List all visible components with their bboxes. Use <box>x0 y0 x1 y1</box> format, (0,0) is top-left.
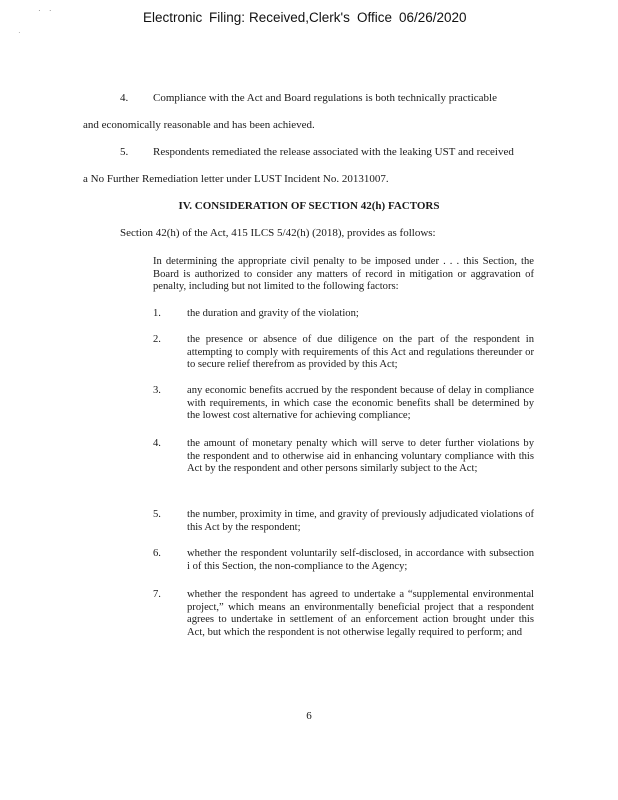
factor-number: 7. <box>153 589 161 600</box>
factor-text: whether the respondent has agreed to undertake a “supplemental environmental project,” which means an environmentally beneficial project that a respondent agrees to undertake in settlement of an enforcement action brought under this Act, but which the respondent is not otherwise legally required to perform; and <box>187 589 534 638</box>
header-word: Filing: <box>209 10 246 25</box>
header-word: Office <box>357 10 393 25</box>
factor-text: whether the respondent voluntarily self-disclosed, in accordance with subsection i of this Section, the non-compliance to the Agency; <box>187 548 534 572</box>
factor-number: 2. <box>153 334 161 345</box>
header-word: 06/26/2020 <box>399 10 467 25</box>
intro-line: Section 42(h) of the Act, 415 ILCS 5/42(h) (2018), provides as follows: <box>120 227 436 239</box>
scan-specks: · <box>18 28 21 37</box>
paragraph-number: 5. <box>120 146 129 158</box>
factor-text: the presence or absence of due diligence on the part of the respondent in attempting to comply with requirements of this Act and regulations thereunder or to secure relief therefrom as provided by this Act; <box>187 334 534 371</box>
paragraph-5-line-1: Respondents remediated the release associated with the leaking UST and received <box>153 146 514 158</box>
factor-number: 1. <box>153 308 161 319</box>
scan-specks: · · <box>38 6 55 15</box>
header-word: Electronic <box>143 10 203 25</box>
paragraph-5-line-2: a No Further Remediation letter under LUST Incident No. 20131007. <box>83 173 389 185</box>
paragraph-number: 4. <box>120 92 129 104</box>
factor-number: 6. <box>153 548 161 559</box>
factor-text: the number, proximity in time, and gravity of previously adjudicated violations of this Act by the respondent; <box>187 509 534 533</box>
section-heading: IV. CONSIDERATION OF SECTION 42(h) FACTORS <box>178 200 440 212</box>
paragraph-4-line-1: Compliance with the Act and Board regulations is both technically practicable <box>153 92 497 104</box>
paragraph-4-line-2: and economically reasonable and has been achieved. <box>83 119 315 131</box>
header-word: Received,Clerk's <box>249 10 350 25</box>
factor-number: 5. <box>153 509 161 520</box>
page-number: 6 <box>306 710 312 722</box>
factor-number: 3. <box>153 385 161 396</box>
factor-number: 4. <box>153 438 161 449</box>
quote-intro: In determining the appropriate civil penalty to be imposed under . . . this Section, the Board is authorized to consider any matters of record in mitigation or aggravation of penalty, including but not limited to the following factors: <box>153 256 534 293</box>
factor-text: any economic benefits accrued by the respondent because of delay in compliance with requirements, in which case the economic benefits shall be determined by the lowest cost alternative for achieving compliance; <box>187 385 534 422</box>
factor-text: the duration and gravity of the violation; <box>187 308 359 319</box>
factor-text: the amount of monetary penalty which will serve to deter further violations by the respondent and to otherwise aid in enhancing voluntary compliance with this Act by the respondent and other persons similarly subject to the Act; <box>187 438 534 475</box>
